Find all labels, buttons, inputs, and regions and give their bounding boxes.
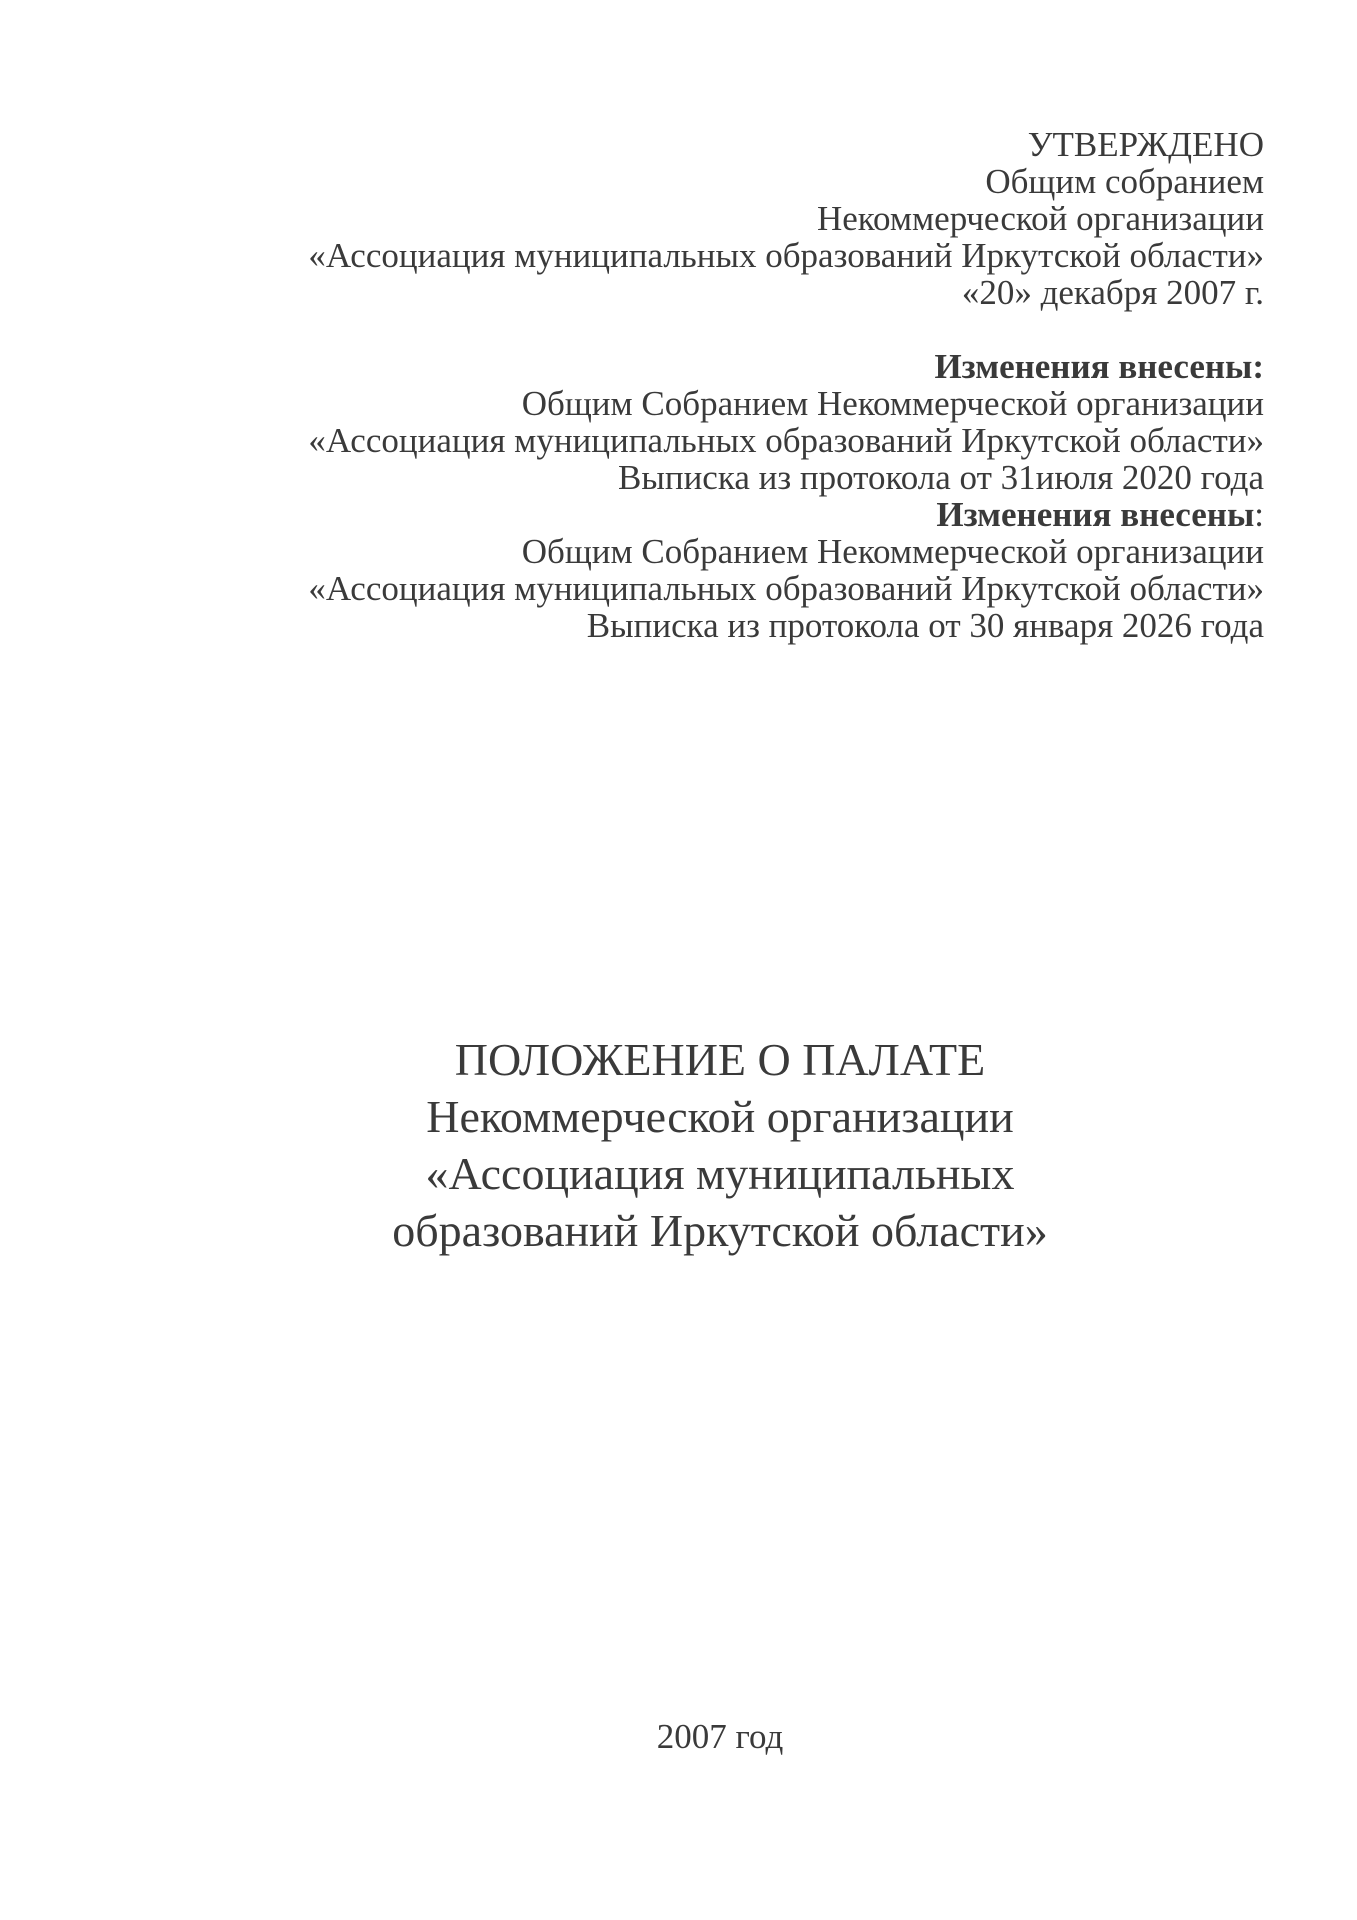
title-line-4: образований Иркутской области» <box>392 1205 1048 1256</box>
title-line-2: Некоммерческой организации <box>426 1091 1014 1142</box>
amendment-2-heading-row <box>264 496 1264 533</box>
spacer <box>264 311 1264 348</box>
document-title <box>0 1031 1357 1259</box>
approval-stamp-block <box>264 126 1264 644</box>
amendment-1-line-2: «Ассоциация муниципальных образований Иркутской области» <box>308 421 1264 460</box>
title-line-1: ПОЛОЖЕНИЕ О ПАЛАТЕ <box>454 1034 986 1085</box>
approved-by-line-3: «Ассоциация муниципальных образований Иркутской области» <box>308 236 1264 275</box>
document-year: 2007 год <box>656 1717 784 1756</box>
title-line-3: «Ассоциация муниципальных <box>425 1148 1015 1199</box>
amendment-2-line-1: Общим Собранием Некоммерческой организации <box>521 532 1264 571</box>
amendment-2-heading: Изменения внесены <box>936 495 1255 534</box>
amendment-2-line-3: Выписка из протокола от 30 января 2026 года <box>586 606 1264 645</box>
amendment-1-heading: Изменения внесены: <box>934 347 1264 386</box>
approved-by-line-1: Общим собранием <box>985 162 1264 201</box>
amendment-1-line-1: Общим Собранием Некоммерческой организации <box>521 384 1264 423</box>
amendment-2-line-2: «Ассоциация муниципальных образований Иркутской области» <box>308 569 1264 608</box>
approved-date: «20» декабря 2007 г. <box>961 273 1264 312</box>
approved-heading: УТВЕРЖДЕНО <box>1027 125 1264 164</box>
amendment-1-line-3: Выписка из протокола от 31июля 2020 года <box>617 458 1264 497</box>
approved-by-line-2: Некоммерческой организации <box>817 199 1264 238</box>
amendment-2-heading-colon: : <box>1254 495 1264 534</box>
